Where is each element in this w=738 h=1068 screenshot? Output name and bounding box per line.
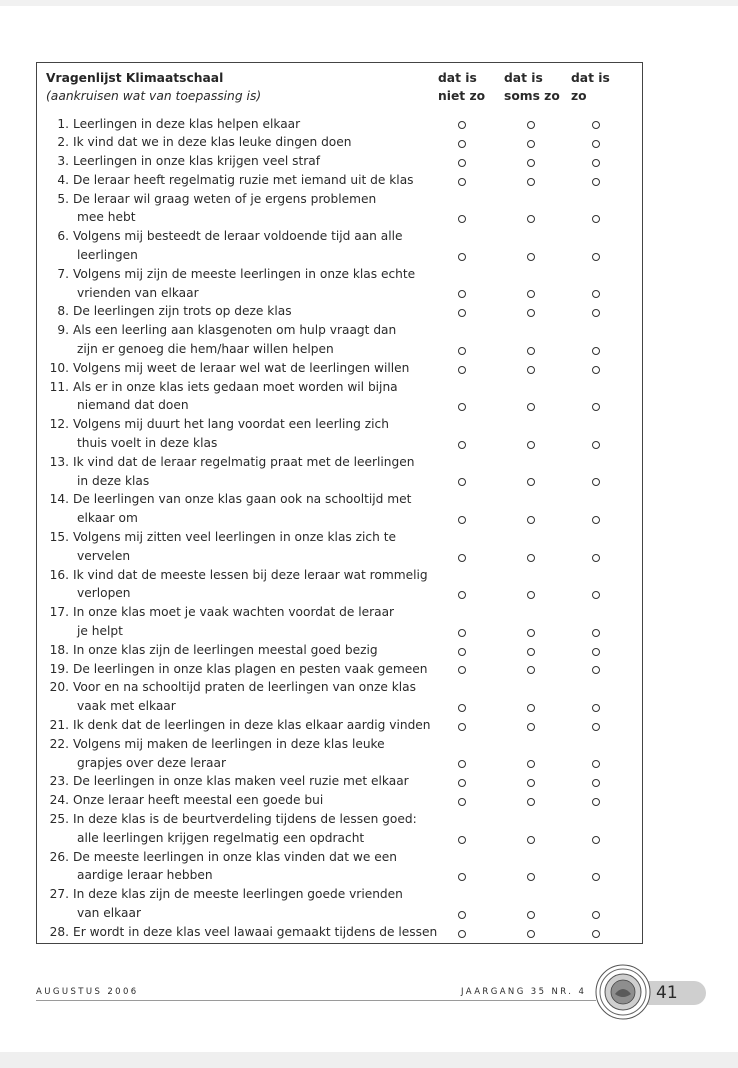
question-line (46, 302, 636, 321)
question-item (46, 716, 636, 735)
question-number: 16. (49, 567, 69, 582)
question-text: De leerlingen van onze klas gaan ook na schooltijd met (73, 492, 412, 507)
question-item (46, 923, 636, 942)
question-text: Als er in onze klas iets gedaan moet worden wil bijna (73, 379, 398, 394)
journal-seal-icon (595, 964, 651, 1020)
answer-option-zo[interactable] (592, 347, 600, 355)
question-item (46, 660, 636, 679)
question-number: 24. (49, 793, 69, 808)
question-item (46, 190, 636, 228)
answer-option-niet-zo[interactable] (458, 366, 466, 374)
question-item (46, 321, 636, 359)
question-item (46, 227, 636, 265)
question-text: vaak met elkaar (77, 699, 176, 714)
question-text: Volgens mij duurt het lang voordat een leerling zich (73, 417, 389, 432)
question-line (46, 171, 636, 190)
question-text: Volgens mij zijn de meeste leerlingen in onze klas echte (73, 266, 416, 281)
column-header-zo (571, 69, 610, 105)
question-text: Volgens mij zitten veel leerlingen in onze klas zich te (73, 530, 396, 545)
footer-date: AUGUSTUS 2006 (36, 987, 139, 997)
question-line (46, 754, 636, 773)
question-text: Leerlingen in deze klas helpen elkaar (73, 116, 301, 131)
question-text: Ik denk dat de leerlingen in deze klas elkaar aardig vinden (73, 718, 431, 732)
question-line (46, 660, 636, 679)
answer-option-zo[interactable] (592, 930, 600, 938)
question-text: thuis voelt in deze klas (77, 436, 218, 451)
question-number: 4. (57, 172, 69, 187)
question-text: alle leerlingen krijgen regelmatig een opdracht (77, 830, 365, 845)
question-number: 12. (49, 417, 69, 432)
answer-option-zo[interactable] (592, 911, 600, 919)
question-line (46, 678, 636, 697)
answer-option-soms-zo[interactable] (527, 159, 535, 167)
question-number: 15. (49, 530, 69, 545)
question-line (46, 321, 636, 340)
question-text: verlopen (77, 586, 131, 601)
column-header-line2: zo (571, 89, 587, 103)
question-number: 23. (49, 774, 69, 789)
question-line (46, 415, 636, 434)
question-line (46, 396, 636, 415)
questionnaire-subtitle: (aankruisen wat van toepassing is) (46, 89, 262, 103)
question-line (46, 246, 636, 265)
answer-option-niet-zo[interactable] (458, 798, 466, 806)
question-item (46, 115, 636, 134)
question-number: 18. (49, 642, 69, 657)
answer-option-soms-zo[interactable] (527, 704, 535, 712)
answer-option-zo[interactable] (592, 629, 600, 637)
question-number: 3. (57, 154, 69, 169)
column-header-line2: niet zo (438, 89, 486, 103)
answer-option-niet-zo[interactable] (458, 554, 466, 562)
question-number: 1. (57, 116, 69, 131)
question-number: 19. (49, 661, 69, 676)
question-number: 27. (49, 887, 69, 902)
column-header-niet-zo (438, 69, 485, 105)
question-text: Ik vind dat we in deze klas leuke dingen doen (73, 135, 352, 150)
question-line (46, 359, 636, 378)
answer-option-niet-zo[interactable] (458, 629, 466, 637)
answer-option-niet-zo[interactable] (458, 836, 466, 844)
question-text: Als een leerling aan klasgenoten om hulp vraagt dan (73, 323, 397, 338)
question-line (46, 584, 636, 603)
question-item (46, 885, 636, 923)
question-line (46, 791, 636, 810)
question-item (46, 848, 636, 886)
question-text: De leerlingen zijn trots op deze klas (73, 304, 292, 319)
answer-option-soms-zo[interactable] (527, 366, 535, 374)
question-line (46, 735, 636, 754)
answer-option-soms-zo[interactable] (527, 554, 535, 562)
question-line (46, 622, 636, 641)
answer-option-zo[interactable] (592, 704, 600, 712)
question-number: 22. (49, 736, 69, 751)
answer-option-soms-zo[interactable] (527, 516, 535, 524)
question-text: Volgens mij weet de leraar wel wat de leerlingen willen (73, 360, 410, 375)
question-text: aardige leraar hebben (77, 868, 213, 883)
question-number: 21. (49, 718, 69, 732)
question-number: 20. (49, 680, 69, 695)
question-number: 25. (49, 811, 69, 826)
question-text: grapjes over deze leraar (77, 755, 226, 770)
question-line (46, 829, 636, 848)
question-line (46, 810, 636, 829)
question-item (46, 152, 636, 171)
answer-option-niet-zo[interactable] (458, 159, 466, 167)
question-number: 2. (57, 135, 69, 150)
question-text: vrienden van elkaar (77, 285, 199, 300)
question-line (46, 866, 636, 885)
question-item (46, 735, 636, 773)
answer-option-zo[interactable] (592, 178, 600, 186)
question-line (46, 603, 636, 622)
question-item (46, 378, 636, 416)
question-line (46, 115, 636, 134)
question-item (46, 641, 636, 660)
answer-option-zo[interactable] (592, 648, 600, 656)
question-line (46, 265, 636, 284)
question-line (46, 340, 636, 359)
question-item (46, 566, 636, 604)
question-number: 17. (49, 605, 69, 620)
footer-issue: JAARGANG 35 NR. 4 (461, 987, 587, 997)
column-header-line1: dat is (571, 71, 610, 85)
question-item (46, 772, 636, 791)
question-item (46, 791, 636, 810)
question-text: zijn er genoeg die hem/haar willen helpen (77, 342, 334, 357)
question-text: Ik vind dat de meeste lessen bij deze leraar wat rommelig (73, 567, 428, 582)
answer-option-soms-zo[interactable] (527, 347, 535, 355)
question-line (46, 472, 636, 491)
question-text: Onze leraar heeft meestal een goede bui (73, 793, 324, 808)
question-text: De leerlingen in onze klas plagen en pesten vaak gemeen (73, 661, 428, 676)
question-item (46, 302, 636, 321)
question-line (46, 284, 636, 303)
question-item (46, 810, 636, 848)
question-number: 9. (57, 323, 69, 338)
question-text: In onze klas zijn de leerlingen meestal goed bezig (73, 642, 378, 657)
answer-option-niet-zo[interactable] (458, 347, 466, 355)
question-text: Volgens mij besteedt de leraar voldoende tijd aan alle (73, 229, 403, 244)
question-item (46, 490, 636, 528)
questionnaire-title: Vragenlijst Klimaatschaal (46, 71, 224, 85)
answer-option-zo[interactable] (592, 836, 600, 844)
answer-option-zo[interactable] (592, 723, 600, 731)
question-line (46, 509, 636, 528)
question-text: van elkaar (77, 905, 141, 920)
answer-option-zo[interactable] (592, 798, 600, 806)
question-number: 10. (49, 360, 69, 375)
question-line (46, 378, 636, 397)
question-number: 13. (49, 454, 69, 469)
question-text: elkaar om (77, 511, 138, 526)
question-line (46, 923, 636, 942)
question-text: niemand dat doen (77, 398, 189, 413)
question-text: vervelen (77, 548, 131, 563)
question-number: 7. (57, 266, 69, 281)
answer-option-niet-zo[interactable] (458, 648, 466, 656)
answer-option-niet-zo[interactable] (458, 930, 466, 938)
answer-option-soms-zo[interactable] (527, 648, 535, 656)
question-item (46, 453, 636, 491)
question-line (46, 453, 636, 472)
question-number: 14. (49, 492, 69, 507)
question-line (46, 904, 636, 923)
question-line (46, 528, 636, 547)
question-line (46, 152, 636, 171)
page-edge-top (0, 0, 738, 6)
answer-option-niet-zo[interactable] (458, 516, 466, 524)
question-item (46, 359, 636, 378)
question-line (46, 133, 636, 152)
footer-rule (36, 1000, 596, 1001)
column-header-line2: soms zo (504, 89, 560, 103)
question-line (46, 547, 636, 566)
question-text: In deze klas is de beurtverdeling tijdens de lessen goed: (73, 811, 417, 826)
question-item (46, 265, 636, 303)
page-number: 41 (656, 983, 678, 1003)
question-item (46, 415, 636, 453)
column-header-line1: dat is (438, 71, 477, 85)
question-text: In onze klas moet je vaak wachten voordat de leraar (73, 605, 395, 620)
question-text: Voor en na schooltijd praten de leerlingen van onze klas (73, 680, 416, 695)
question-text: In deze klas zijn de meeste leerlingen goede vrienden (73, 887, 403, 902)
question-number: 26. (49, 849, 69, 864)
answer-option-soms-zo[interactable] (527, 798, 535, 806)
question-number: 11. (49, 379, 69, 394)
question-line (46, 490, 636, 509)
question-line (46, 566, 636, 585)
question-text: De leraar wil graag weten of je ergens problemen (73, 191, 377, 206)
question-text: leerlingen (77, 248, 138, 263)
question-line (46, 190, 636, 209)
question-text: De leraar heeft regelmatig ruzie met iemand uit de klas (73, 172, 414, 187)
answer-option-soms-zo[interactable] (527, 441, 535, 449)
question-number: 5. (57, 191, 69, 206)
question-line (46, 208, 636, 227)
question-text: in deze klas (77, 473, 150, 488)
answer-option-niet-zo[interactable] (458, 723, 466, 731)
question-item (46, 678, 636, 716)
question-line (46, 434, 636, 453)
answer-option-zo[interactable] (592, 159, 600, 167)
answer-option-soms-zo[interactable] (527, 723, 535, 731)
answer-option-zo[interactable] (592, 253, 600, 261)
question-line (46, 227, 636, 246)
question-item (46, 171, 636, 190)
answer-option-soms-zo[interactable] (527, 911, 535, 919)
question-text: Er wordt in deze klas veel lawaai gemaakt tijdens de lessen (73, 924, 438, 939)
question-item (46, 133, 636, 152)
question-line (46, 697, 636, 716)
question-line (46, 772, 636, 791)
question-text: De meeste leerlingen in onze klas vinden dat we een (73, 849, 397, 864)
answer-option-zo[interactable] (592, 366, 600, 374)
question-item (46, 603, 636, 641)
answer-option-niet-zo[interactable] (458, 253, 466, 261)
answer-option-soms-zo[interactable] (527, 178, 535, 186)
question-text: Ik vind dat de leraar regelmatig praat met de leerlingen (73, 454, 415, 469)
question-number: 8. (57, 304, 69, 319)
column-header-soms-zo (504, 69, 560, 105)
question-text: mee hebt (77, 210, 136, 225)
question-line (46, 716, 636, 735)
question-item (46, 528, 636, 566)
questionnaire-header (46, 69, 261, 105)
question-text: Volgens mij maken de leerlingen in deze klas leuke (73, 736, 385, 751)
answer-option-niet-zo[interactable] (458, 178, 466, 186)
answer-option-zo[interactable] (592, 516, 600, 524)
answer-option-zo[interactable] (592, 441, 600, 449)
question-line (46, 641, 636, 660)
question-text: je helpt (77, 624, 123, 639)
answer-option-niet-zo[interactable] (458, 911, 466, 919)
answer-option-soms-zo[interactable] (527, 629, 535, 637)
question-list (46, 115, 636, 942)
answer-option-zo[interactable] (592, 554, 600, 562)
question-text: Leerlingen in onze klas krijgen veel straf (73, 154, 321, 169)
answer-option-soms-zo[interactable] (527, 836, 535, 844)
question-line (46, 848, 636, 867)
answer-option-niet-zo[interactable] (458, 704, 466, 712)
page-edge-bottom (0, 1052, 738, 1068)
question-text: De leerlingen in onze klas maken veel ruzie met elkaar (73, 774, 409, 789)
question-number: 6. (57, 229, 69, 244)
column-header-line1: dat is (504, 71, 543, 85)
answer-option-soms-zo[interactable] (527, 253, 535, 261)
answer-option-niet-zo[interactable] (458, 441, 466, 449)
question-line (46, 885, 636, 904)
question-number: 28. (49, 924, 69, 939)
answer-option-soms-zo[interactable] (527, 930, 535, 938)
